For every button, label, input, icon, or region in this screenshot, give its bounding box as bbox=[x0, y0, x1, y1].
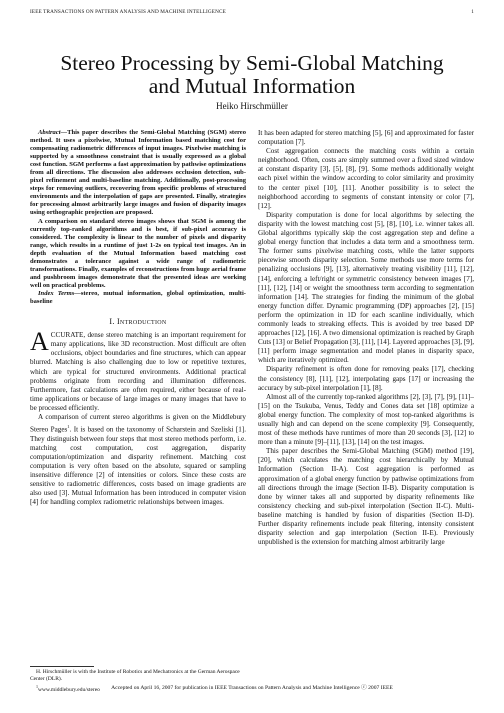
footnote-affiliation: H. Hirschmüller is with the Institute of Robotics and Mechatronics at the German Aerospace Center (DLR). bbox=[30, 669, 240, 682]
right-paragraph-6: This paper describes the Semi-Global Matching (SGM) method [19], [20], which calculates the matching cost hierarchically by Mutual Information (Section II-A). Cost aggregation is performed as approximation of a global energy function by pathwise optimizations from all directions through the image (Section II-B). Disparity computation is done by winner takes all and supported by disparity refinements like consistency checking and sub-pixel interpolation (Section II-C). Multi-baseline matching is handled by fusion of disparities (Section II-D). Further disparity refinements include peak filtering, intensity consistent disparity selection and gap interpolation (Section II-E). Previously unpublished is the extension for matching almost arbitrarily large bbox=[258, 447, 474, 547]
title-line-2: and Mutual Information bbox=[148, 74, 356, 98]
abstract-paragraph-2: A comparison on standard stereo images shows that SGM is among the currently top-ranked algorithms and is best, if sub-pixel accuracy is considered. The complexity is linear to the number of pixels and disparity range, which results in a runtime of just 1-2s on typical test images. An in depth evaluation of the Mutual Information based matching cost demonstrates a tolerance against a wide range of radiometric transformations. Finally, examples of reconstructions from huge aerial frame and pushbroom images demonstrate that the presented ideas are working well on practical problems. bbox=[30, 217, 246, 289]
left-column bbox=[30, 129, 246, 507]
intro-paragraph-1-text: CCURATE, dense stereo matching is an important requirement for many applications, like 3D reconstruction. Most difficult are often occlusions, object boundaries and fine structures, which can appear blurred. Matching is also challenging due to low or repetitive textures, which are typical for structured environments. Additional practical problems originate from recording and illumination differences. Furthermore, fast calculations are often required, either because of real-time applications or because of large images or many images that have to be processed efficiently. bbox=[30, 331, 246, 412]
running-head bbox=[30, 9, 474, 19]
right-paragraph-4: Disparity refinement is often done for removing peaks [17], checking the consistency [8], [11], [12], interpolating gaps [17] or increasing the accuracy by sub-pixel interpolation [1], [8]. bbox=[258, 365, 474, 392]
section-heading-introduction: I. Introduction bbox=[109, 317, 167, 327]
index-terms-label: Index Terms— bbox=[38, 289, 81, 297]
right-paragraph-1: It has been adapted for stereo matching [5], [6] and approximated for faster computation [7]. bbox=[258, 129, 474, 147]
page-number: 1 bbox=[471, 9, 474, 15]
intro-paragraph-2-text-a: A comparison of current stereo algorithms is given on the Middlebury Stereo Pages bbox=[30, 412, 246, 434]
abstract-label: Abstract— bbox=[38, 129, 68, 136]
right-paragraph-3: Disparity computation is done for local algorithms by selecting the disparity with the lowest matching cost [5], [8], [10], i.e. winner takes all. Global algorithms typically skip the cost aggregation step and define a global energy function that includes a data term and a smoothness term. The former sums pixelwise matching costs, while the latter supports piecewise smooth disparity selection. Some methods use more terms for penalizing occlusions [9], [13], alternatively treating visibility [11], [12], [14], enforcing a left/right or symmetric consistency between images [7], [11], [12], [14] or weight the smoothness term according to segmentation information [14]. The strategies for finding the minimum of the global energy function differ. Dynamic programming (DP) approaches [2], [15] perform the optimization in 1D for each scanline individually, which commonly leads to streaking effects. This is avoided by tree based DP approaches [12], [16]. A two dimensional optimization is reached by Graph Cuts [13] or Belief Propagation [3], [11], [14]. Layered approaches [3], [9], [11] perform image segmentation and model planes in disparity space, which are iteratively optimized. bbox=[258, 210, 474, 365]
right-paragraph-5: Almost all of the currently top-ranked algorithms [2], [3], [7], [9], [11]–[15] on the Tsukuba, Venus, Teddy and Cones data set [18] optimize a global energy function. The complexity of most top-ranked algorithms is usually high and can depend on the scene complexity [9]. Consequently, most of these methods have runtimes of more than 20 seconds [3], [12] to more than a minute [9]–[11], [13], [14] on the test images. bbox=[258, 392, 474, 447]
paper-title bbox=[30, 52, 474, 98]
abstract-text: This paper describes the Semi-Global Matching (SGM) stereo method. It uses a pixelwise, Mutual Information based matching cost for compensating radiometric differences of input images. Pixelwise matching is supported by a smoothness constraint that is usually expressed as a global cost function. SGM performs a fast approximation by pathwise optimizations from all directions. The discussion also addresses occlusion detection, sub-pixel refinement and multi-baseline matching. Additionally, post-processing steps for removing outliers, recovering from specific problems of structured environments and the interpolation of gaps are presented. Finally, strategies for processing almost arbitrarily large images and fusion of disparity images using orthographic projection are proposed. bbox=[30, 129, 246, 217]
footnote-rule bbox=[30, 666, 94, 667]
right-paragraph-2: Cost aggregation connects the matching costs within a certain neighborhood. Often, costs are simply summed over a fixed sized window at constant disparity [3], [5], [8], [9]. Some methods additionally weight each pixel within the window according to color similarity and proximity to the center pixel [10], [11]. Another possibility is to select the neighborhood according to segments of constant intensity or color [7], [12]. bbox=[258, 147, 474, 210]
footnote-1-mark: 1 bbox=[36, 684, 38, 689]
index-terms bbox=[30, 290, 246, 306]
intro-paragraph-2 bbox=[30, 413, 246, 507]
intro-paragraph-1 bbox=[30, 327, 246, 413]
footnote-mark: 1 bbox=[67, 424, 70, 430]
title-line-1: Stereo Processing by Semi-Global Matching bbox=[60, 51, 444, 75]
footnote-1-url: www.middlebury.edu/stereo bbox=[38, 686, 100, 693]
right-column bbox=[258, 129, 474, 547]
author-name: Heiko Hirschmüller bbox=[216, 101, 288, 111]
index-terms-text: stereo, mutual information, global optimization, multi-baseline bbox=[30, 289, 246, 305]
drop-cap: A bbox=[30, 327, 49, 357]
abstract bbox=[30, 129, 246, 218]
intro-paragraph-2-text-b: . It is based on the taxonomy of Scharstein and Szeliski [1]. They distinguish between four steps that most stereo methods perform, i.e. matching cost computation, cost aggregation, disparity computation/optimization and disparity refinement. Matching cost computation is very often based on the absolute, squared or sampling insensitive difference [2] of intensities or colors. Since these costs are sensitive to radiometric differences, costs based on image gradients are also used [3]. Mutual Information has been introduced in computer vision [4] for handling complex radiometric relationships between images. bbox=[30, 425, 247, 507]
journal-name: IEEE TRANSACTIONS ON PATTERN ANALYSIS AND MACHINE INTELLIGENCE bbox=[30, 9, 226, 15]
acceptance-note: Accepted on April 16, 2007 for publication in IEEE Transactions on Pattern Analysis and Machine Intelligence ⓒ 2007 IEEE bbox=[111, 685, 393, 691]
